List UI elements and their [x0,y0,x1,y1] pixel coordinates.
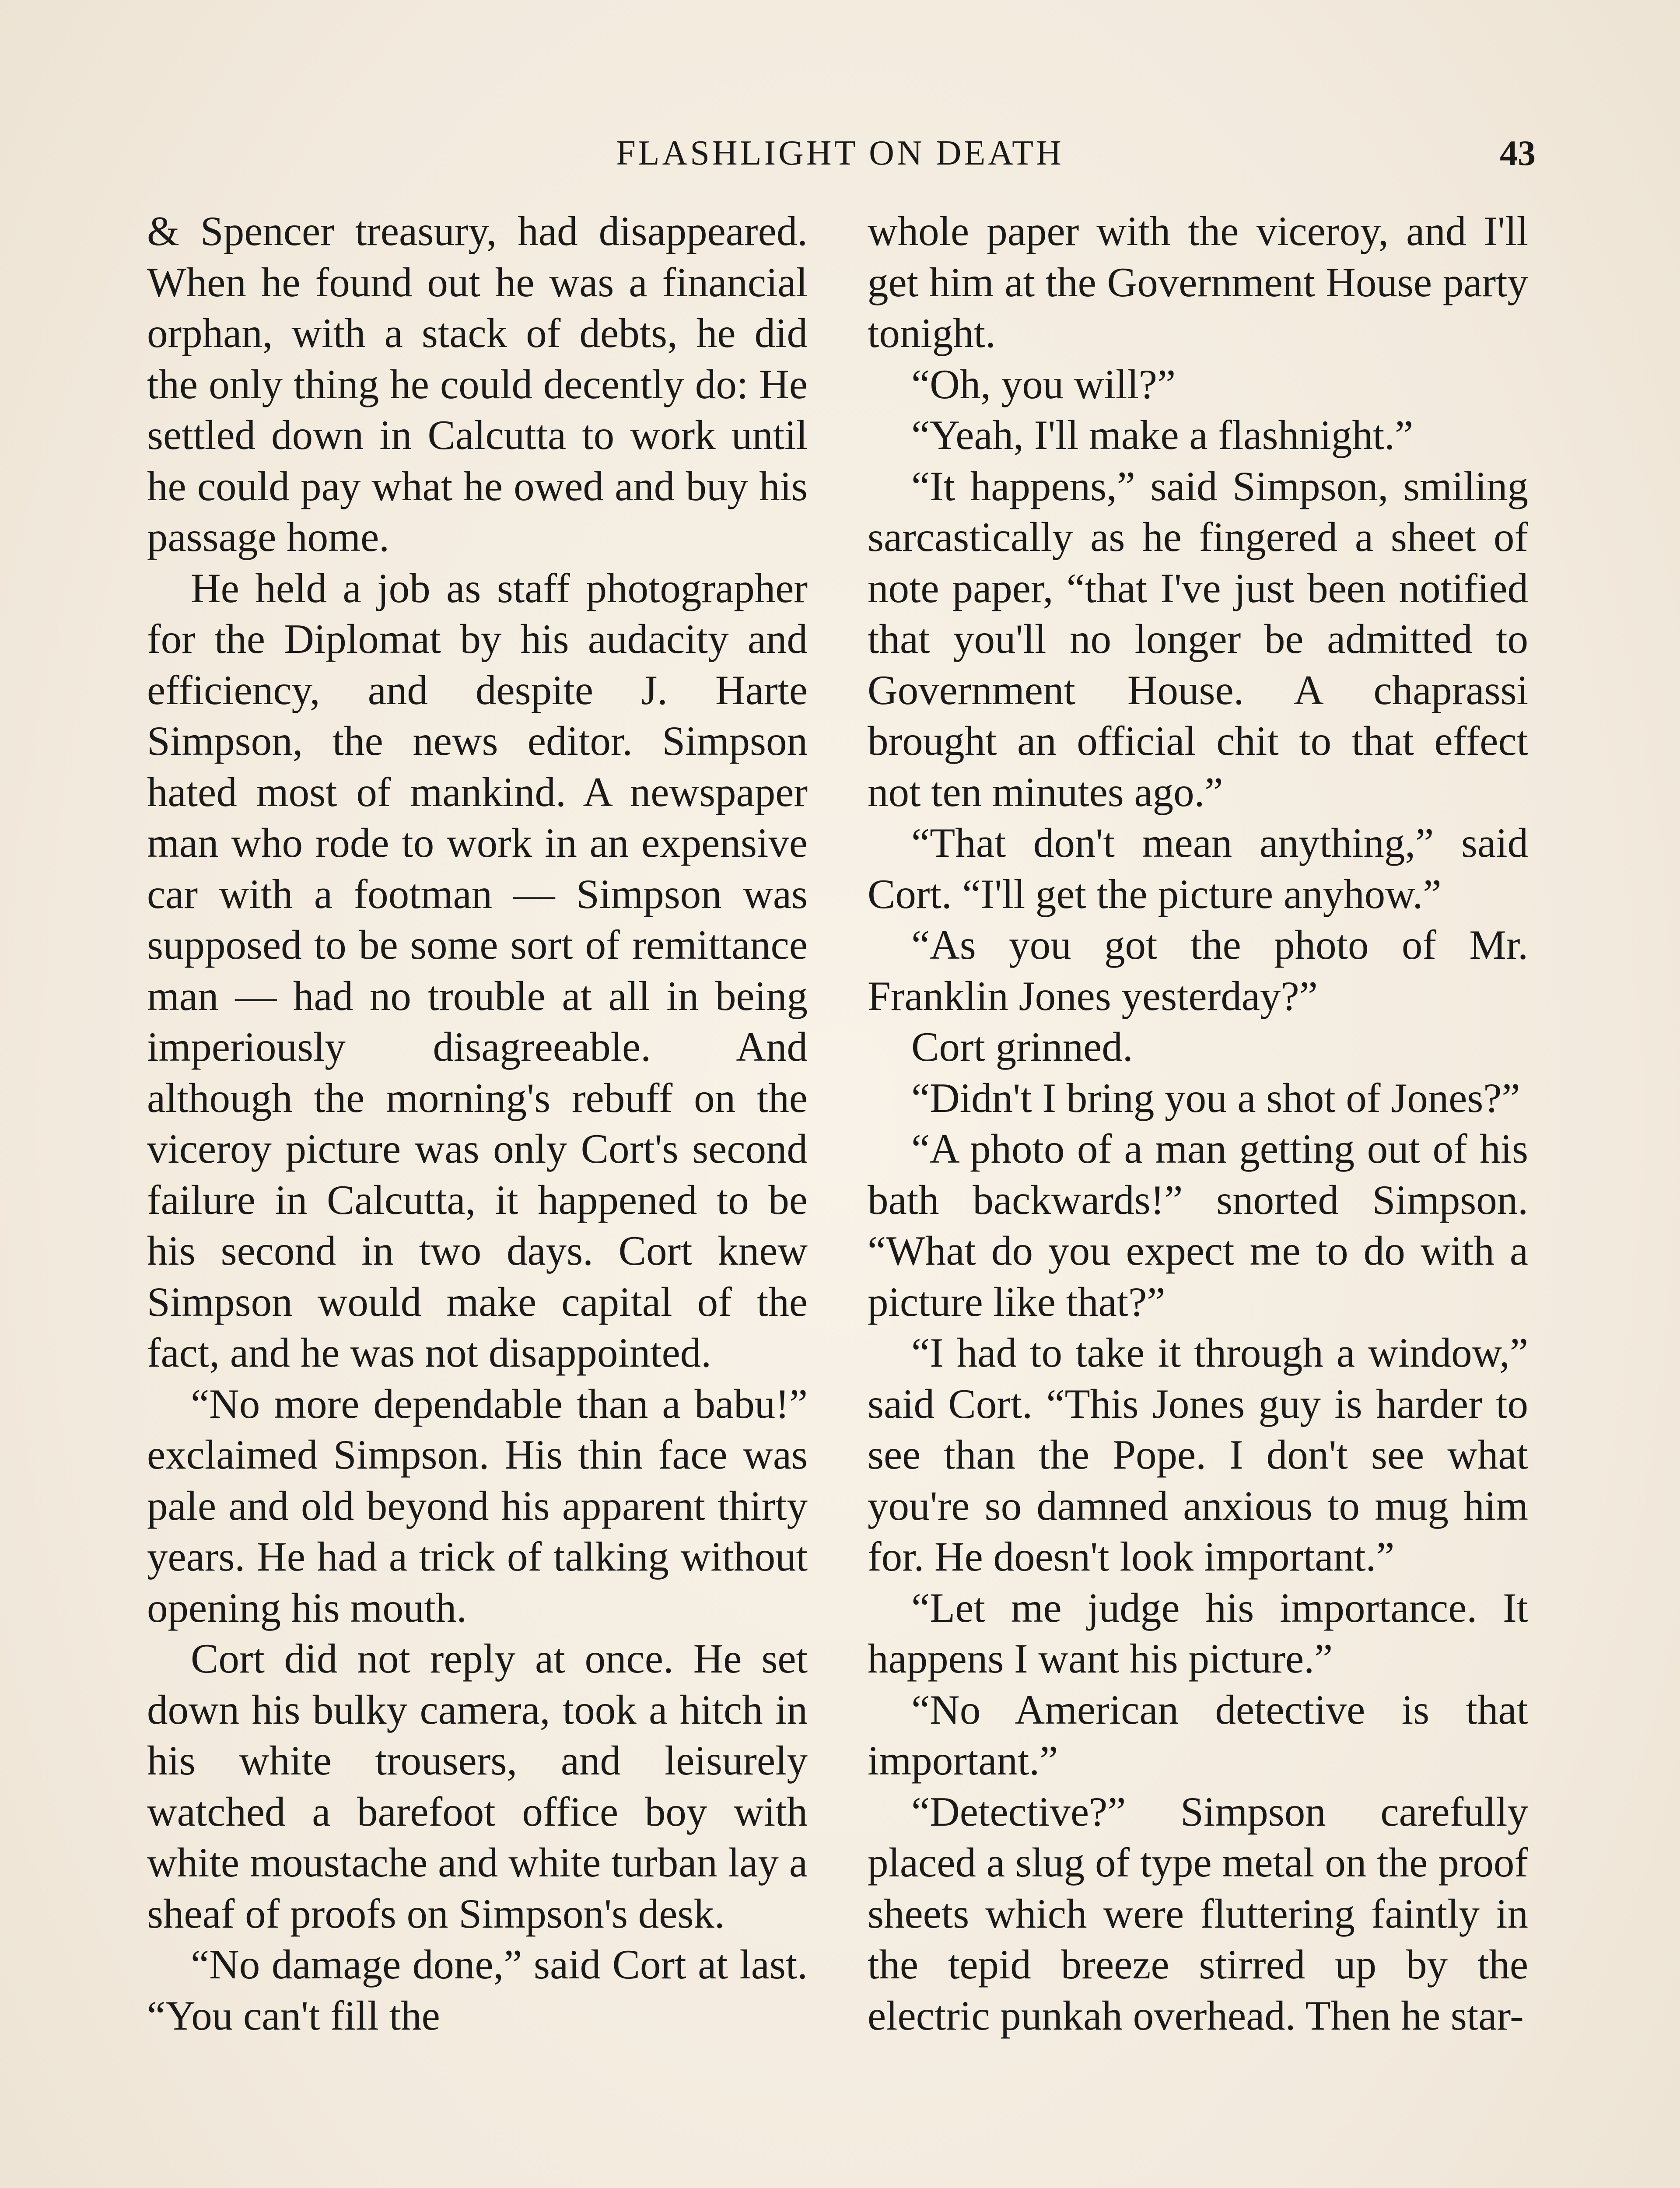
paragraph: “That don't mean anything,” said Cort. “I'll get the picture anyhow.” [868,820,1528,917]
paragraph: He held a job as staff photographer for the Diplomat by his audacity and efficiency, and despite J. Harte Simpson, the news editor. Simpson hated most of mankind. A newspaper man who rode to work in an expensive car with a footman — Simpson was supposed to be some sort of remittance man — had no trouble at all in being imperiously disagreeable. And although the morning's rebuff on the viceroy picture was only Cort's second failure in Calcutta, it happened to be his second in two days. Cort knew Simpson would make capital of the fact, and he was not disappointed. [147,565,808,1376]
running-head [144,127,1536,179]
paragraph: “No more dependable than a babu!” exclaimed Simpson. His thin face was pale and old beyond his apparent thirty years. He had a trick of talking without opening his mouth. [147,1380,808,1631]
paragraph: “Yeah, I'll make a flashnight.” [911,412,1414,458]
page-number: 43 [1500,133,1536,173]
paragraph: Cort grinned. [911,1024,1133,1070]
paragraph: “Let me judge his importance. It happens I want his picture.” [868,1584,1528,1682]
paragraph: “Detective?” Simpson carefully placed a slug of type metal on the proof sheets which were fluttering faintly in the tepid breeze stirred up by the electric punkah overhead. Then he star- [868,1788,1528,2039]
paragraph: “Didn't I bring you a shot of Jones?” [911,1074,1520,1121]
running-title: FLASHLIGHT ON DEATH [616,134,1064,172]
paragraph: “No damage done,” said Cort at last. “You can't fill the [147,1941,808,2039]
paragraph: “Oh, you will?” [911,361,1176,407]
paragraph: “It happens,” said Simpson, smiling sarcastically as he fingered a sheet of note paper, “that I've just been notified that you'll no longer be admitted to Government House. A chaprassi brought an official chit to that effect not ten minutes ago.” [868,463,1528,815]
left-column [147,206,808,2041]
paragraph: “I had to take it through a window,” said Cort. “This Jones guy is harder to see than the Pope. I don't see what you're so damned anxious to mug him for. He doesn't look important.” [868,1329,1528,1580]
paragraph: whole paper with the viceroy, and I'll get him at the Government House party tonight. [868,208,1528,356]
paragraph: “As you got the photo of Mr. Franklin Jones yesterday?” [868,922,1528,1019]
paragraph: “No American detective is that important.” [868,1686,1528,1784]
paragraph: “A photo of a man getting out of his bath backwards!” snorted Simpson. “What do you expect me to do with a picture like that?” [868,1126,1528,1325]
right-column [868,206,1528,2041]
paragraph: & Spencer treasury, had disappeared. When he found out he was a financial orphan, with a stack of debts, he did the only thing he could decently do: He settled down in Calcutta to work until he could pay what he owed and buy his passage home. [147,208,808,560]
paragraph: Cort did not reply at once. He set down his bulky camera, took a hitch in his white trousers, and leisurely watched a barefoot office boy with white moustache and white turban lay a sheaf of proofs on Simpson's desk. [147,1635,808,1937]
